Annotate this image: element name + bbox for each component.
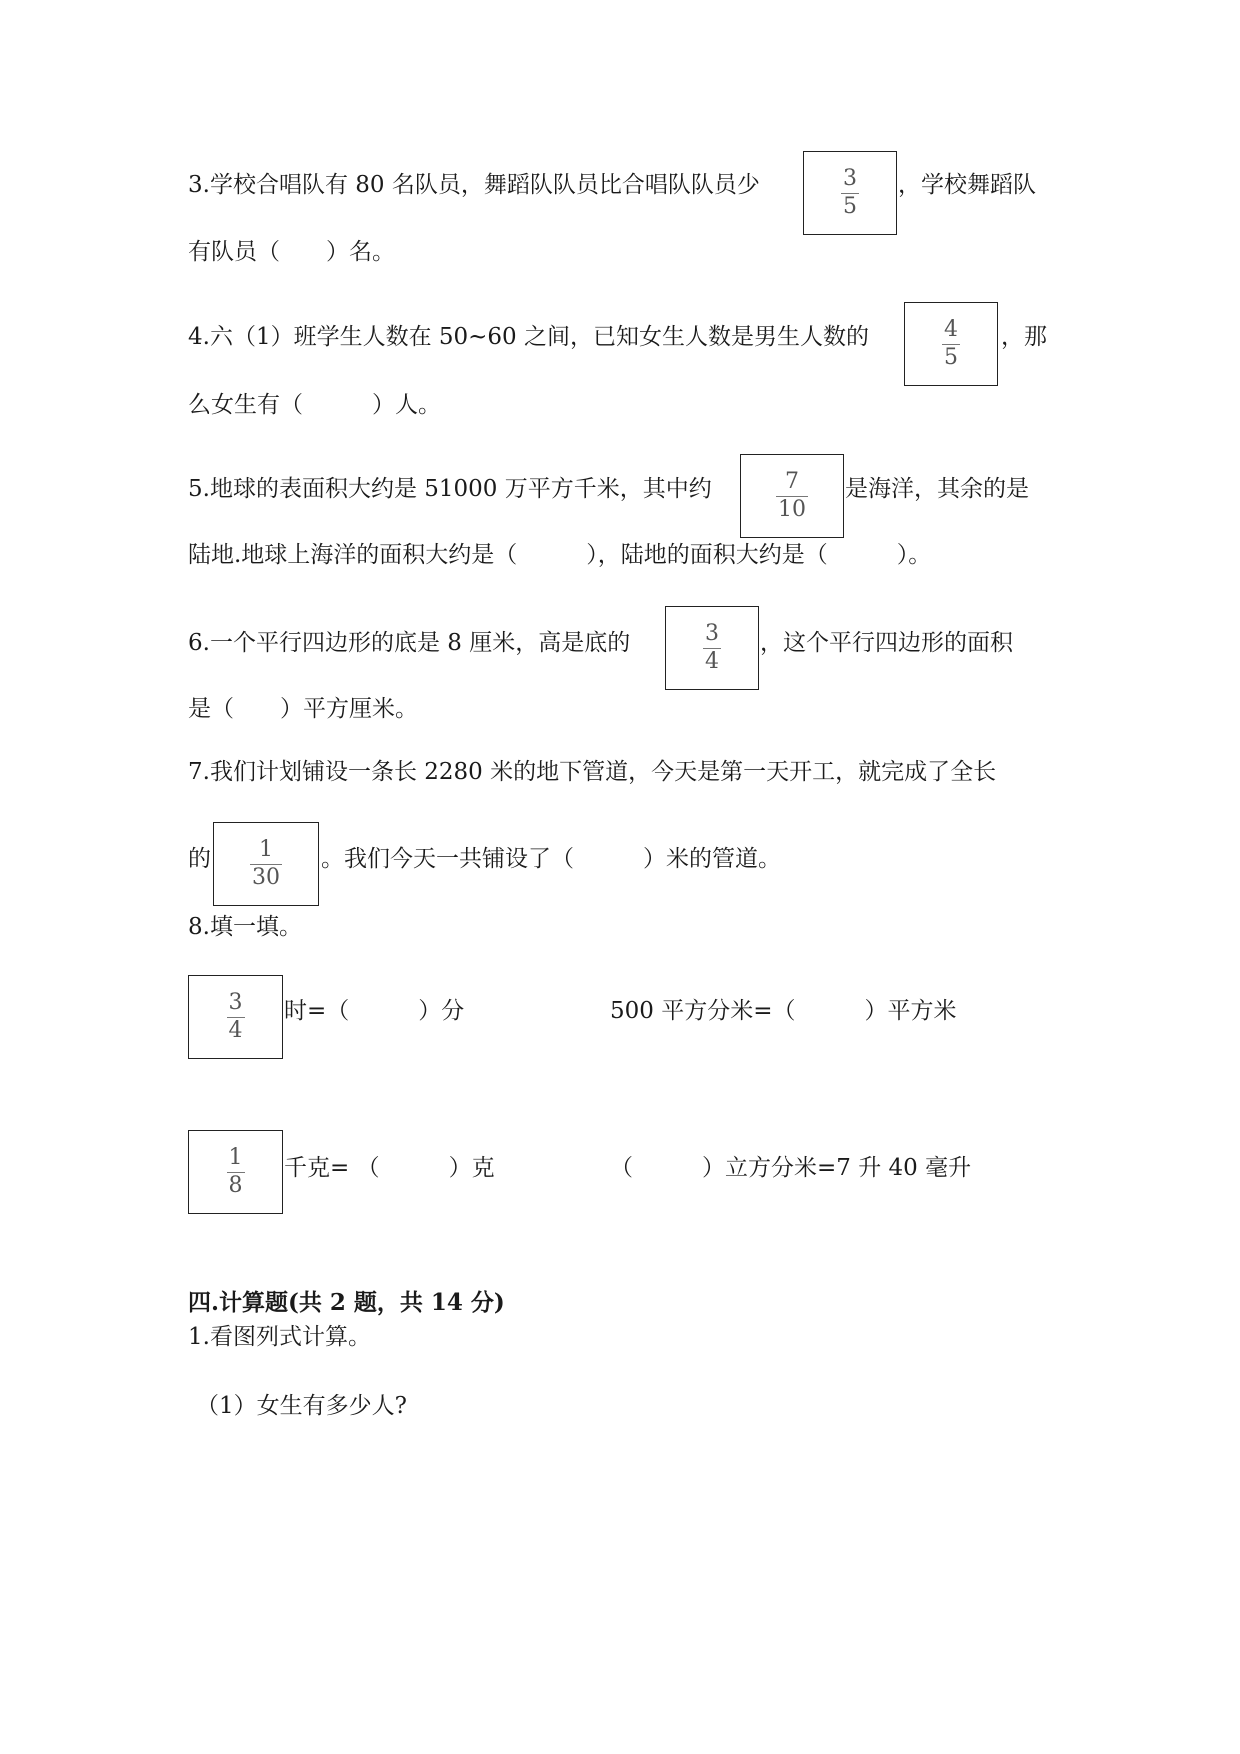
q8-item1-fraction	[227, 989, 245, 1044]
q8-item3-num: 1	[228, 1144, 243, 1170]
q6-line1-a: 6.一个平行四边形的底是 8 厘米，高是底的	[188, 630, 631, 656]
section4-q1: 1.看图列式计算。	[188, 1324, 371, 1350]
q5-frac-num: 7	[785, 468, 799, 494]
q4-frac-den: 5	[944, 345, 958, 371]
q8-item1-fraction-box	[188, 975, 283, 1059]
q3-fraction	[841, 165, 859, 220]
q7-line1: 7.我们计划铺设一条长 2280 米的地下管道，今天是第一天开工，就完成了全长	[188, 759, 997, 785]
q3-frac-den: 5	[843, 194, 857, 220]
q6-fraction-box	[665, 606, 759, 690]
q5-frac-den: 10	[778, 497, 806, 523]
q8-title: 8.填一填。	[188, 914, 302, 940]
q8-item4-text: （ ）立方分米=7 升 40 毫升	[610, 1155, 972, 1181]
q4-fraction-box	[904, 302, 998, 386]
q3-line2: 有队员（ ）名。	[188, 239, 395, 265]
q7-line2-b: 。我们今天一共铺设了（ ）米的管道。	[321, 846, 781, 872]
q7-fraction	[250, 836, 282, 891]
q3-line1-b: ，学校舞蹈队	[898, 172, 1036, 198]
q5-line1-a: 5.地球的表面积大约是 51000 万平方千米，其中约	[188, 476, 712, 502]
q7-line2-a: 的	[188, 846, 211, 872]
q6-line2: 是（ ）平方厘米。	[188, 696, 418, 722]
q3-fraction-box	[803, 151, 897, 235]
q7-frac-den: 30	[252, 865, 280, 891]
q8-item1-text: 时=（ ）分	[284, 998, 465, 1024]
q5-line2: 陆地.地球上海洋的面积大约是（ ），陆地的面积大约是（ ）。	[188, 542, 932, 568]
q6-fraction	[703, 620, 721, 675]
q5-fraction-box	[740, 454, 844, 538]
section4-heading: 四.计算题(共 2 题，共 14 分)	[188, 1289, 505, 1316]
section4-q1-sub: （1）女生有多少人?	[196, 1393, 407, 1419]
q8-item1-num: 3	[228, 989, 243, 1015]
q8-item3-fraction	[227, 1144, 245, 1199]
q4-line1-a: 4.六（1）班学生人数在 50~60 之间，已知女生人数是男生人数的	[188, 324, 870, 350]
q7-fraction-box	[213, 822, 319, 906]
q4-frac-num: 4	[944, 316, 958, 342]
q3-frac-num: 3	[843, 165, 857, 191]
q8-item3-text: 千克= （ ）克	[284, 1155, 495, 1181]
q6-frac-den: 4	[705, 649, 719, 675]
q4-fraction	[942, 316, 960, 371]
q7-frac-num: 1	[259, 836, 273, 862]
q8-item2-text: 500 平方分米=（ ）平方米	[610, 998, 957, 1024]
q8-item3-den: 8	[228, 1173, 243, 1199]
q3-line1-a: 3.学校合唱队有 80 名队员，舞蹈队队员比合唱队队员少	[188, 172, 760, 198]
q6-frac-num: 3	[705, 620, 719, 646]
q8-item1-den: 4	[228, 1018, 243, 1044]
q5-line1-b: 是海洋，其余的是	[845, 476, 1029, 502]
q4-line1-b: ，那	[1001, 324, 1047, 350]
q6-line1-b: ，这个平行四边形的面积	[760, 630, 1013, 656]
q5-fraction	[776, 468, 808, 523]
q8-item3-fraction-box	[188, 1130, 283, 1214]
q4-line2: 么女生有（ ）人。	[188, 392, 441, 418]
